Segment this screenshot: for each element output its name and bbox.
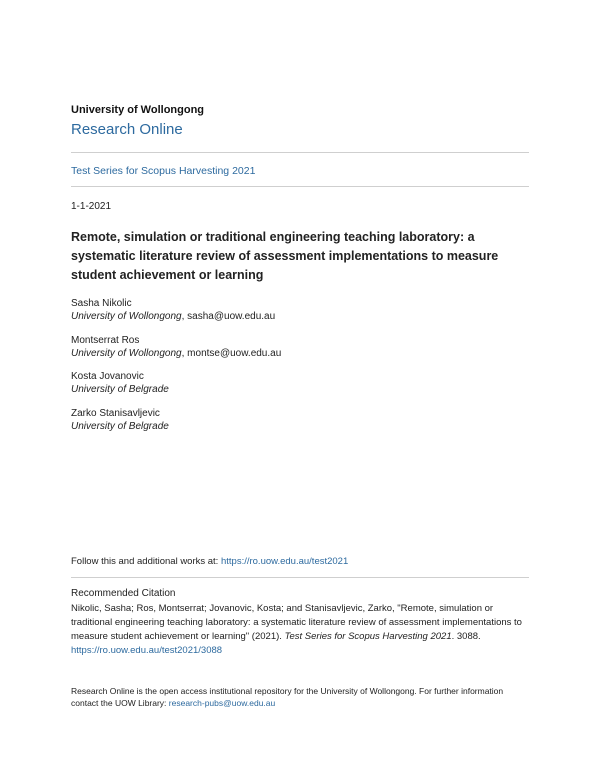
recommended-citation-heading: Recommended Citation bbox=[71, 588, 176, 599]
publication-date: 1-1-2021 bbox=[71, 201, 112, 212]
author-email[interactable]: montse@uow.edu.au bbox=[187, 348, 282, 359]
author-block bbox=[71, 407, 169, 433]
follow-line bbox=[71, 556, 348, 567]
author-name: Zarko Stanisavljevic bbox=[71, 408, 160, 419]
author-name: Montserrat Ros bbox=[71, 335, 140, 346]
divider bbox=[71, 152, 529, 153]
citation-body: Nikolic, Sasha; Ros, Montserrat; Jovanovic, Kosta; and Stanisavljevic, Zarko, "Remote, simulation or traditional engineering teaching laboratory: a systematic literature review of assessment implementations to measure student achievement or learning" (2021). bbox=[71, 603, 522, 642]
author-name: Kosta Jovanovic bbox=[71, 371, 144, 382]
citation-text bbox=[71, 602, 529, 658]
divider bbox=[71, 577, 529, 578]
citation-link[interactable]: https://ro.uow.edu.au/test2021/3088 bbox=[71, 645, 223, 656]
footer-notice bbox=[71, 685, 529, 709]
author-affiliation: University of Belgrade bbox=[71, 384, 169, 395]
university-name: University of Wollongong bbox=[71, 104, 205, 116]
library-email-link[interactable]: research-pubs@uow.edu.au bbox=[168, 698, 276, 708]
paper-title: Remote, simulation or traditional engineering teaching laboratory: a systematic literature review of assessment implementations to measure student achievement or learning bbox=[71, 230, 499, 282]
divider bbox=[71, 186, 529, 187]
author-block: Montserrat Ros University of Wollongong, montse@uow.edu.au bbox=[71, 335, 282, 359]
author-affiliation: University of Wollongong bbox=[71, 348, 182, 359]
author-email[interactable]: sasha@uow.edu.au bbox=[187, 311, 276, 322]
author-affiliation: University of Belgrade bbox=[71, 421, 169, 432]
repository-name[interactable]: Research Online bbox=[71, 121, 183, 138]
footer-text: Research Online is the open access institutional repository for the University of Wollongong. For further information contact the UOW Library: bbox=[71, 686, 504, 708]
author-block: Sasha Nikolic University of Wollongong, sasha@uow.edu.au bbox=[71, 298, 276, 322]
citation-journal: Test Series for Scopus Harvesting 2021 bbox=[284, 631, 452, 642]
citation-number: . 3088. bbox=[451, 631, 481, 642]
follow-text: Follow this and additional works at: bbox=[71, 556, 219, 567]
series-link[interactable]: Test Series for Scopus Harvesting 2021 bbox=[71, 165, 256, 177]
author-block bbox=[71, 370, 169, 396]
author-affiliation: University of Wollongong bbox=[71, 311, 182, 322]
follow-link[interactable]: https://ro.uow.edu.au/test2021 bbox=[220, 556, 349, 567]
author-name: Sasha Nikolic bbox=[71, 298, 132, 309]
